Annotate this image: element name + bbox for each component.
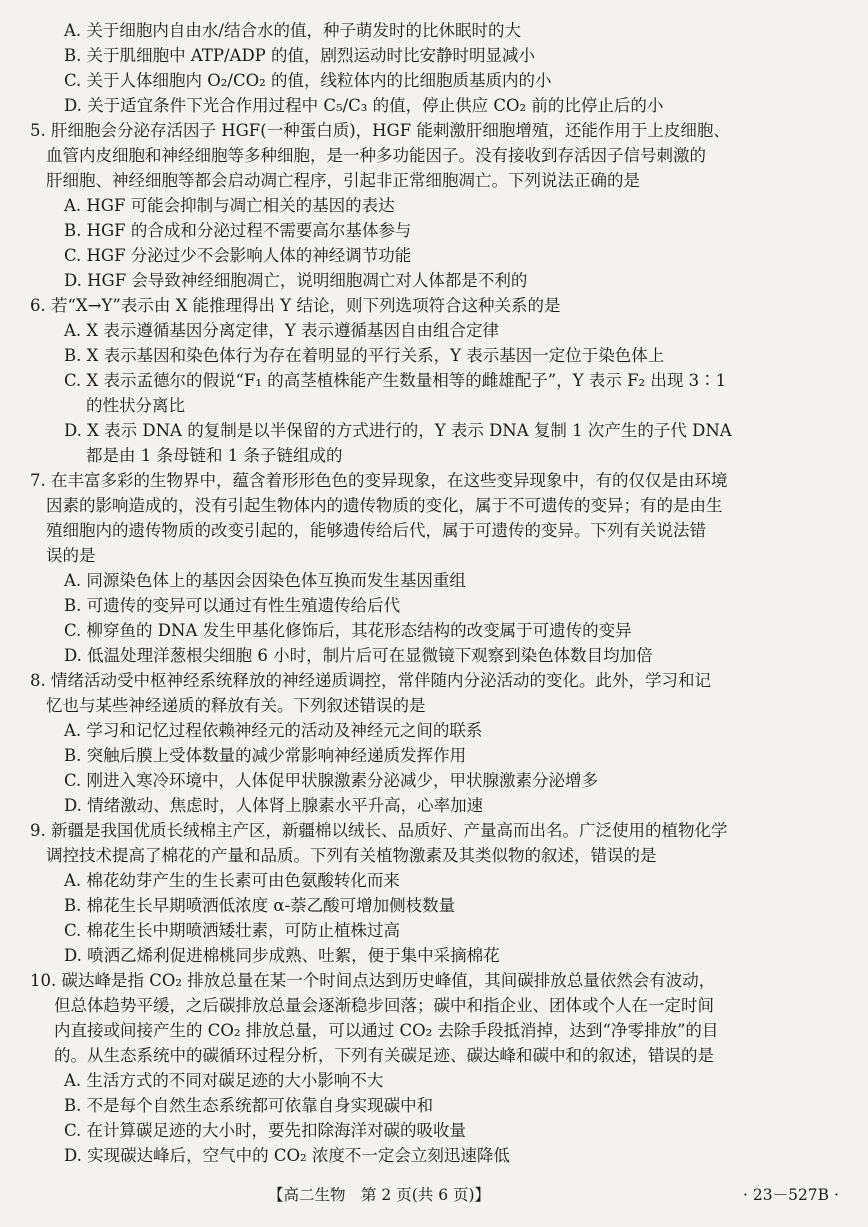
q7-stem-line-4: 误的是 — [46, 546, 96, 565]
q5-option-d: D. HGF 会导致神经细胞凋亡，说明细胞凋亡对人体都是不利的 — [64, 271, 528, 290]
q10-option-d: D. 实现碳达峰后，空气中的 CO₂ 浓度不一定会立刻迅速降低 — [64, 1146, 510, 1165]
q9-stem-line-1: 9. 新疆是我国优质长绒棉主产区，新疆棉以绒长、品质好、产量高而出名。广泛使用的植物化学 — [30, 821, 728, 840]
q5-option-a: A. HGF 可能会抑制与凋亡相关的基因的表达 — [64, 196, 395, 215]
q7-option-a: A. 同源染色体上的基因会因染色体互换而发生基因重组 — [64, 571, 466, 590]
q5-option-c: C. HGF 分泌过少不会影响人体的神经调节功能 — [64, 246, 412, 265]
q5-stem-line-1: 5. 肝细胞会分泌存活因子 HGF(一种蛋白质)，HGF 能刺激肝细胞增殖，还能作用于上皮细胞、 — [30, 121, 730, 140]
q7-option-d: D. 低温处理洋葱根尖细胞 6 小时，制片后可在显微镜下观察到染色体数目均加倍 — [64, 646, 653, 665]
q9-option-a: A. 棉花幼芽产生的生长素可由色氨酸转化而来 — [64, 871, 400, 890]
q10-stem-line-2: 但总体趋势平缓，之后碳排放总量会逐渐稳步回落；碳中和指企业、团体或个人在一定时间 — [54, 996, 714, 1015]
q7-stem-line-2: 因素的影响造成的，没有引起生物体内的遗传物质的变化，属于不可遗传的变异；有的是由生 — [46, 496, 723, 515]
q6-option-c: C. X 表示孟德尔的假说“F₁ 的高茎植株能产生数量相等的雌雄配子”，Y 表示 F₂ 出现 3∶1 — [64, 371, 727, 390]
q7-option-c: C. 柳穿鱼的 DNA 发生甲基化修饰后，其花形态结构的改变属于可遗传的变异 — [64, 621, 632, 640]
q4-option-d: D. 关于适宜条件下光合作用过程中 C₅/C₃ 的值，停止供应 CO₂ 前的比停止后的小 — [64, 96, 664, 115]
q8-option-c: C. 刚进入寒冷环境中，人体促甲状腺激素分泌减少，甲状腺激素分泌增多 — [64, 771, 599, 790]
q6-option-d-cont: 都是由 1 条母链和 1 条子链组成的 — [86, 446, 343, 465]
q6-stem: 6. 若“X→Y”表示由 X 能推理得出 Y 结论，则下列选项符合这种关系的是 — [30, 296, 561, 315]
q10-stem-line-3: 内直接或间接产生的 CO₂ 排放总量，可以通过 CO₂ 去除手段抵消掉，达到“净零排放”的目 — [54, 1021, 719, 1040]
q6-option-b: B. X 表示基因和染色体行为存在着明显的平行关系，Y 表示基因一定位于染色体上 — [64, 346, 665, 365]
q10-option-a: A. 生活方式的不同对碳足迹的大小影响不大 — [64, 1071, 384, 1090]
q7-stem-line-1: 7. 在丰富多彩的生物界中，蕴含着形形色色的变异现象，在这些变异现象中，有的仅仅是由环境 — [30, 471, 728, 490]
q10-stem-line-4: 的。从生态系统中的碳循环过程分析，下列有关碳足迹、碳达峰和碳中和的叙述，错误的是 — [54, 1046, 714, 1065]
q10-option-b: B. 不是每个自然生态系统都可依靠自身实现碳中和 — [64, 1096, 434, 1115]
q8-stem-line-1: 8. 情绪活动受中枢神经系统释放的神经递质调控，常伴随内分泌活动的变化。此外，学习和记 — [30, 671, 711, 690]
q8-option-a: A. 学习和记忆过程依赖神经元的活动及神经元之间的联系 — [64, 721, 483, 740]
q9-option-d: D. 喷洒乙烯利促进棉桃同步成熟、吐絮，便于集中采摘棉花 — [64, 946, 500, 965]
q7-option-b: B. 可遗传的变异可以通过有性生殖遗传给后代 — [64, 596, 401, 615]
exam-code: · 23－527B · — [743, 1186, 839, 1204]
q5-stem-line-3: 肝细胞、神经细胞等都会启动凋亡程序，引起非正常细胞凋亡。下列说法正确的是 — [46, 171, 640, 190]
q6-option-a: A. X 表示遵循基因分离定律，Y 表示遵循基因自由组合定律 — [64, 321, 500, 340]
q10-stem-line-1: 10. 碳达峰是指 CO₂ 排放总量在某一个时间点达到历史峰值，其间碳排放总量依然会有波动， — [30, 971, 716, 990]
q9-stem-line-2: 调控技术提高了棉花的产量和品质。下列有关植物激素及其类似物的叙述，错误的是 — [46, 846, 657, 865]
q9-option-b: B. 棉花生长早期喷洒低浓度 α-萘乙酸可增加侧枝数量 — [64, 896, 456, 915]
q6-option-c-cont: 的性状分离比 — [86, 396, 185, 415]
q6-option-d: D. X 表示 DNA 的复制是以半保留的方式进行的，Y 表示 DNA 复制 1 次产生的子代 DNA — [64, 421, 732, 440]
q8-option-d: D. 情绪激动、焦虑时，人体肾上腺素水平升高，心率加速 — [64, 796, 484, 815]
question-page — [30, 18, 845, 1168]
q7-stem-line-3: 殖细胞内的遗传物质的改变引起的，能够遗传给后代，属于可遗传的变异。下列有关说法错 — [46, 521, 706, 540]
q10-option-c: C. 在计算碳足迹的大小时，要先扣除海洋对碳的吸收量 — [64, 1121, 467, 1140]
q4-option-a: A. 关于细胞内自由水/结合水的值，种子萌发时的比休眠时的大 — [64, 21, 521, 40]
page-footer — [0, 1183, 868, 1207]
q5-option-b: B. HGF 的合成和分泌过程不需要高尔基体参与 — [64, 221, 412, 240]
page-number-label: 【高二生物 第 2 页(共 6 页)】 — [268, 1186, 491, 1204]
q8-stem-line-2: 忆也与某些神经递质的释放有关。下列叙述错误的是 — [46, 696, 426, 715]
q9-option-c: C. 棉花生长中期喷洒矮壮素，可防止植株过高 — [64, 921, 401, 940]
q8-option-b: B. 突触后膜上受体数量的减少常影响神经递质发挥作用 — [64, 746, 467, 765]
q5-stem-line-2: 血管内皮细胞和神经细胞等多种细胞，是一种多功能因子。没有接收到存活因子信号刺激的 — [46, 146, 706, 165]
q4-option-b: B. 关于肌细胞中 ATP/ADP 的值，剧烈运动时比安静时明显减小 — [64, 46, 536, 65]
q4-option-c: C. 关于人体细胞内 O₂/CO₂ 的值，线粒体内的比细胞质基质内的小 — [64, 71, 552, 90]
